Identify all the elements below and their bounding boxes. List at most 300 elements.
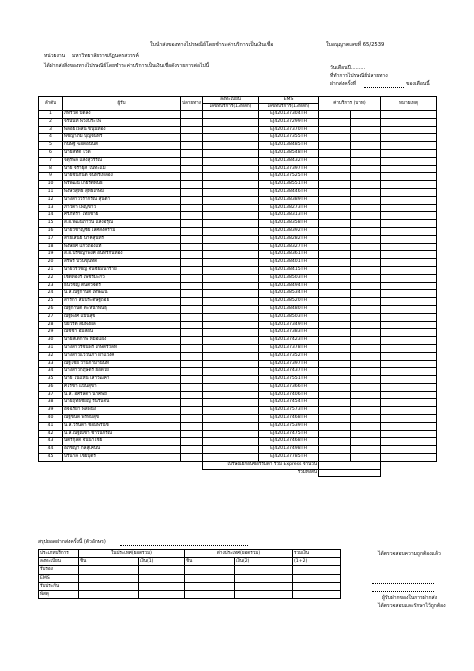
destination-cell	[181, 173, 203, 181]
domestic-header: ในประเทศ(ยอดรวม)	[79, 550, 185, 558]
deposit-dotline	[364, 87, 404, 88]
recipient-name: นาย โนแหน เสาวัฒิคา	[63, 376, 181, 384]
fee-baht-cell	[319, 259, 351, 267]
registered-cell	[203, 220, 259, 228]
registered-cell	[203, 376, 259, 384]
remark-cell	[381, 298, 437, 306]
recipient-name: น.ส. อิศรลดา นาคิพย์	[63, 391, 181, 399]
table-row	[39, 305, 437, 313]
registered-cell	[203, 188, 259, 196]
fee-satang-cell	[351, 399, 381, 407]
destination-cell	[181, 298, 203, 306]
row-number: 7	[39, 157, 63, 165]
destination-cell	[181, 376, 203, 384]
registered-cell	[203, 243, 259, 251]
row-number: 16	[39, 227, 63, 235]
fee-baht-cell	[319, 227, 351, 235]
destination-cell	[181, 430, 203, 438]
destination-cell	[181, 407, 203, 415]
registered-cell	[203, 415, 259, 423]
fee-satang-cell	[351, 220, 381, 228]
fee-baht-cell	[319, 337, 351, 345]
remark-cell	[381, 376, 437, 384]
summary-ems-text: ไปรษณีย์ก้อนซ์อรรมดา รวม Express จำนวน	[203, 461, 319, 469]
ems-number: EJ420138401TH	[259, 259, 319, 267]
registered-cell	[203, 181, 259, 189]
row-number: 42	[39, 430, 63, 438]
signature-line-2	[372, 591, 434, 592]
destination-cell	[181, 290, 203, 298]
fee-satang-cell	[351, 157, 381, 165]
registered-cell	[203, 165, 259, 173]
fee-satang-cell	[351, 282, 381, 290]
agency-label: หน่วยงาน	[44, 53, 66, 59]
destination-cell	[181, 399, 203, 407]
fee-satang-cell	[351, 188, 381, 196]
row-number: 12	[39, 196, 63, 204]
ems-number: EJ420138534TH	[259, 290, 319, 298]
recipient-name: พลอยไพลิน ขนุนทอง	[63, 126, 181, 134]
remark-cell	[381, 227, 437, 235]
table-row	[39, 337, 437, 345]
destination-cell	[181, 368, 203, 376]
destination-cell	[181, 352, 203, 360]
fee-satang-cell	[351, 251, 381, 259]
ems-number: EJ420138389TH	[259, 196, 319, 204]
ems-number: EJ420137406TH	[259, 391, 319, 399]
recipient-name: นายวีรวัชญ์ จันชัยมนาราย	[63, 266, 181, 274]
registered-cell	[203, 111, 259, 119]
fee-satang-cell	[351, 118, 381, 126]
remark-cell	[381, 173, 437, 181]
fee-baht-cell	[319, 446, 351, 454]
fee-baht-cell	[319, 454, 351, 462]
destination-cell	[181, 111, 203, 119]
header-registered: ลงทะเบียน	[203, 97, 259, 104]
fee-satang-cell	[351, 368, 381, 376]
row-number: 41	[39, 422, 63, 430]
fee-baht-cell	[319, 407, 351, 415]
row-number: 39	[39, 407, 63, 415]
table-row	[39, 321, 437, 329]
ems-number: EJ420138432TH	[259, 157, 319, 165]
fee-satang-cell	[351, 235, 381, 243]
license-number: ใบอนุญาตเลขที่ 65/2539	[326, 42, 385, 48]
row-number: 21	[39, 266, 63, 274]
registered-cell	[203, 446, 259, 454]
remark-cell	[381, 313, 437, 321]
fee-satang-cell	[351, 266, 381, 274]
ems-number: EJ420137397TH	[259, 360, 319, 368]
table-row	[39, 274, 437, 282]
row-number: 9	[39, 173, 63, 181]
destination-cell	[181, 383, 203, 391]
registered-cell	[203, 266, 259, 274]
row-number: 18	[39, 243, 63, 251]
recipient-name: นางสาวรัชนีพร เกษตรวิลที่	[63, 344, 181, 352]
row-number: 27	[39, 313, 63, 321]
remark-cell	[381, 157, 437, 165]
remark-cell	[381, 142, 437, 150]
registered-cell	[203, 337, 259, 345]
remark-cell	[381, 407, 437, 415]
table-row	[39, 142, 437, 150]
registered-cell	[203, 126, 259, 134]
fee-baht-cell	[319, 290, 351, 298]
remark-cell	[381, 251, 437, 259]
ems-number: EJ420138282TH	[259, 235, 319, 243]
row-number: 36	[39, 383, 63, 391]
recipient-name: ณัฐชนิด พรหมสุข	[63, 415, 181, 423]
fee-baht-cell	[319, 188, 351, 196]
registered-cell	[203, 235, 259, 243]
ems-number: EJ420138520TH	[259, 298, 319, 306]
remark-cell	[381, 111, 437, 119]
table-row	[39, 266, 437, 274]
ems-number: EJ420138480TH	[259, 305, 319, 313]
fee-satang-cell	[351, 212, 381, 220]
fee-satang-cell	[351, 344, 381, 352]
fee-satang-cell	[351, 383, 381, 391]
row-number: 32	[39, 352, 63, 360]
recipient-name: ศิโรชา แป้นสุขา	[63, 383, 181, 391]
request-text: ได้ฝากส่งสิ่งของทางไปรษณีย์โดยชำระค่าบริการเป็นเงินเชื่อดังรายการต่อไปนี้	[44, 63, 210, 69]
header-ems: EMS	[259, 97, 319, 104]
table-row	[39, 227, 437, 235]
registered-cell	[203, 173, 259, 181]
fee-satang-cell	[351, 142, 381, 150]
table-row	[39, 149, 437, 157]
fee-baht-cell	[319, 118, 351, 126]
recipient-name: ส.อ.ปรัชญาพงศ์ อินทร์กันทอง	[63, 251, 181, 259]
row-number: 31	[39, 344, 63, 352]
ems-number: EJ420138392TH	[259, 227, 319, 235]
remark-cell	[381, 126, 437, 134]
destination-cell	[181, 126, 203, 134]
fee-baht-cell	[319, 352, 351, 360]
recipient-name: ปิยวรต สมพึ่งผล	[63, 321, 181, 329]
destination-cell	[181, 227, 203, 235]
table-row	[39, 181, 437, 189]
remark-cell	[381, 329, 437, 337]
registered-cell	[203, 360, 259, 368]
fee-baht-cell	[319, 313, 351, 321]
row-number: 43	[39, 438, 63, 446]
remark-cell	[381, 383, 437, 391]
ems-number: EJ420137525TH	[259, 173, 319, 181]
fee-baht-cell	[319, 305, 351, 313]
destination-cell	[181, 220, 203, 228]
remark-cell	[381, 415, 437, 423]
fee-satang-cell	[351, 165, 381, 173]
registered-cell	[203, 142, 259, 150]
destination-cell	[181, 118, 203, 126]
ems-number: EJ420137355TH	[259, 134, 319, 142]
ems-number: EJ420137366TH	[259, 383, 319, 391]
destination-cell	[181, 134, 203, 142]
fee-baht-cell	[319, 422, 351, 430]
ems-number: EJ420137539TH	[259, 422, 319, 430]
table-row	[39, 251, 437, 259]
destination-cell	[181, 259, 203, 267]
fee-satang-cell	[351, 111, 381, 119]
fee-satang-cell	[351, 134, 381, 142]
ems-number: EJ420137304TH	[259, 111, 319, 119]
registered-cell	[203, 391, 259, 399]
row-number: 10	[39, 181, 63, 189]
row-number: 33	[39, 360, 63, 368]
destination-cell	[181, 165, 203, 173]
recipient-name: ณัฐกานต์ ตะหน้าพันธุ์	[63, 305, 181, 313]
registered-cell	[203, 204, 259, 212]
remark-cell	[381, 118, 437, 126]
destination-cell	[181, 142, 203, 150]
fee-satang-cell	[351, 430, 381, 438]
row-number: 45	[39, 454, 63, 462]
fee-satang-cell	[351, 329, 381, 337]
remark-cell	[381, 368, 437, 376]
fee-baht-cell	[319, 383, 351, 391]
fee-baht-cell	[319, 321, 351, 329]
destination-cell	[181, 438, 203, 446]
recipient-name: ส.อ.พัฒน์ภาวิน แสงอรุณ	[63, 220, 181, 228]
table-row	[39, 344, 437, 352]
header-remark: หมายเหตุ	[381, 97, 437, 111]
table-row	[39, 313, 437, 321]
fee-baht-cell	[319, 204, 351, 212]
recipient-name: ธนวัชญ์ ตันติวิจิตร	[63, 282, 181, 290]
recipient-name: นายฤทธิ์ชัยญ์ รื่นรื่นจิน	[63, 399, 181, 407]
remark-cell	[381, 399, 437, 407]
intl-pieces: ชิ้น	[185, 558, 235, 566]
intl-amount: เงิน(2)	[235, 558, 293, 566]
registered-cell	[203, 438, 259, 446]
destination-cell	[181, 422, 203, 430]
remark-cell	[381, 235, 437, 243]
row-number: 40	[39, 415, 63, 423]
remark-cell	[381, 134, 437, 142]
ems-number: EJ420138273TH	[259, 204, 319, 212]
remark-cell	[381, 430, 437, 438]
fee-baht-cell	[319, 391, 351, 399]
fee-satang-cell	[351, 391, 381, 399]
table-row	[39, 430, 437, 438]
fee-satang-cell	[351, 352, 381, 360]
ems-number: EJ420138551TH	[259, 181, 319, 189]
fee-baht-cell	[319, 111, 351, 119]
header-registered-sub: เลขที่บริการ(13หลัก)	[203, 104, 259, 111]
fee-baht-cell	[319, 196, 351, 204]
registered-cell	[203, 274, 259, 282]
destination-cell	[181, 321, 203, 329]
recipient-name: จตุรพล แสงสุวรรณ	[63, 157, 181, 165]
recipient-name: สายเสนีย์ นาคสุนทรี	[63, 235, 181, 243]
ems-number: EJ420138361TH	[259, 251, 319, 259]
fee-satang-cell	[351, 196, 381, 204]
registered-cell	[203, 368, 259, 376]
domestic-pieces: ชิ้น	[79, 558, 139, 566]
fee-baht-cell	[319, 173, 351, 181]
destination-cell	[181, 329, 203, 337]
row-number: 35	[39, 376, 63, 384]
row-number: 1	[39, 111, 63, 119]
fee-satang-cell	[351, 243, 381, 251]
check-text: ได้ตรวจสอบและรักษาไว้ถูกต้อง	[378, 603, 446, 609]
table-row	[39, 259, 437, 267]
row-number: 22	[39, 274, 63, 282]
destination-cell	[181, 446, 203, 454]
fee-satang-cell	[351, 360, 381, 368]
recipient-name: ปรนาลี ไชยบุตร	[63, 454, 181, 462]
recipient-name: จีรนันท์ พวงประไพ	[63, 118, 181, 126]
table-row	[39, 126, 437, 134]
registered-cell	[203, 134, 259, 142]
fee-satang-cell	[351, 407, 381, 415]
recipient-name: ณัฐ์ไชย วานกามานันท์	[63, 360, 181, 368]
fee-satang-cell	[351, 438, 381, 446]
ems-number: EJ420138358TH	[259, 220, 319, 228]
row-number: 20	[39, 259, 63, 267]
ems-number: EJ420137551TH	[259, 376, 319, 384]
table-row	[39, 368, 437, 376]
registered-cell	[203, 290, 259, 298]
destination-cell	[181, 157, 203, 165]
registered-cell	[203, 259, 259, 267]
verify-text: ได้ตรวจสอบความถูกต้องแล้ว	[378, 551, 441, 557]
destination-cell	[181, 251, 203, 259]
registered-cell	[203, 399, 259, 407]
table-row	[39, 282, 437, 290]
table-row	[39, 204, 437, 212]
fee-satang-cell	[351, 181, 381, 189]
ems-number: EJ420137454TH	[259, 399, 319, 407]
row-number: 28	[39, 321, 63, 329]
row-number: 5	[39, 142, 63, 150]
destination-cell	[181, 337, 203, 345]
ems-number: EJ420137397TH	[259, 165, 319, 173]
ems-number: EJ420137349TH	[259, 321, 319, 329]
registered-row-label: ลงทะเบียน	[39, 558, 79, 566]
row-number: 8	[39, 165, 63, 173]
ems-number: EJ420137475TH	[259, 430, 319, 438]
table-row	[39, 111, 437, 119]
recipient-name: นาย จิรายุส โนทะแม	[63, 165, 181, 173]
recipient-name: นายสิทัต ไวดี	[63, 149, 181, 157]
remark-cell	[381, 259, 437, 267]
remark-cell	[381, 212, 437, 220]
recipient-name: นางสาววรากรณ์ สุนตา	[63, 196, 181, 204]
fee-baht-cell	[319, 298, 351, 306]
remark-cell	[381, 391, 437, 399]
recipient-name: ณัฐพงศ์ แป้นสุข	[63, 313, 181, 321]
remark-cell	[381, 243, 437, 251]
table-row	[39, 290, 437, 298]
row-number: 25	[39, 298, 63, 306]
ems-number: EJ420138327TH	[259, 243, 319, 251]
destination-cell	[181, 360, 203, 368]
remark-cell	[381, 196, 437, 204]
fee-baht-cell	[319, 415, 351, 423]
remark-cell	[381, 446, 437, 454]
ems-number: EJ420137299TH	[259, 118, 319, 126]
recipient-name: นายวิชาญชัย เลิศสงคราม	[63, 227, 181, 235]
fee-satang-cell	[351, 376, 381, 384]
fee-baht-cell	[319, 438, 351, 446]
fee-baht-cell	[319, 181, 351, 189]
registered-cell	[203, 422, 259, 430]
row-number: 15	[39, 220, 63, 228]
table-row	[39, 383, 437, 391]
fee-satang-cell	[351, 337, 381, 345]
ems-label: EMS	[39, 574, 79, 582]
fee-satang-cell	[351, 204, 381, 212]
recipient-name: นายสิเต็กาพ หม้อแฝ่ง	[63, 337, 181, 345]
registered-cell	[203, 157, 259, 165]
fee-baht-cell	[319, 251, 351, 259]
remark-cell	[381, 422, 437, 430]
table-row	[39, 329, 437, 337]
table-row	[39, 352, 437, 360]
row-number: 44	[39, 446, 63, 454]
table-row	[39, 415, 437, 423]
destination-cell	[181, 305, 203, 313]
domestic-amount: เงิน(1)	[139, 558, 185, 566]
fee-baht-cell	[319, 220, 351, 228]
header-recipient: ผู้รับ	[63, 97, 181, 111]
remark-cell	[381, 290, 437, 298]
registered-cell	[203, 149, 259, 157]
remark-cell	[381, 321, 437, 329]
ems-number: EJ420138313TH	[259, 212, 319, 220]
registered-cell	[203, 321, 259, 329]
recipient-name: ภัทรวดี ปิดลง	[63, 111, 181, 119]
table-row	[39, 188, 437, 196]
registered-cell	[203, 344, 259, 352]
fee-baht-cell	[319, 430, 351, 438]
fee-satang-cell	[351, 415, 381, 423]
remark-cell	[381, 344, 437, 352]
recipient-name: พีรพัฒน์ เกียรติพันธ์	[63, 181, 181, 189]
table-row	[39, 298, 437, 306]
fee-baht-cell	[319, 157, 351, 165]
table-row	[39, 196, 437, 204]
remark-cell	[381, 181, 437, 189]
remark-cell	[381, 188, 437, 196]
ems-number: EJ420137423TH	[259, 337, 319, 345]
destination-cell	[181, 243, 203, 251]
fee-baht-cell	[319, 134, 351, 142]
registered-cell	[203, 313, 259, 321]
ems-number: EJ420137468TH	[259, 438, 319, 446]
remark-cell	[381, 360, 437, 368]
registered-cell	[203, 227, 259, 235]
summary-total-label: รวมทั้งสิ้น	[297, 469, 317, 475]
ems-number: EJ420137370TH	[259, 126, 319, 134]
row-number: 30	[39, 337, 63, 345]
table-row	[39, 220, 437, 228]
remark-cell	[381, 454, 437, 462]
items-table	[38, 96, 437, 477]
recipient-name: น.ส.วรินดา ชอมพรนัช	[63, 422, 181, 430]
fee-baht-cell	[319, 266, 351, 274]
row-number: 2	[39, 118, 63, 126]
document-title: ใบนำส่งของทางไปรษณีย์โดยชำระค่าบริการเป็นเงินเชื่อ	[150, 42, 274, 48]
ems-number: EJ420137573TH	[259, 407, 319, 415]
summary-letters-dotline	[120, 545, 248, 546]
international-header: ต่างประเทศ(ยอดรวม)	[185, 550, 293, 558]
remark-cell	[381, 282, 437, 290]
row-number: 6	[39, 149, 63, 157]
